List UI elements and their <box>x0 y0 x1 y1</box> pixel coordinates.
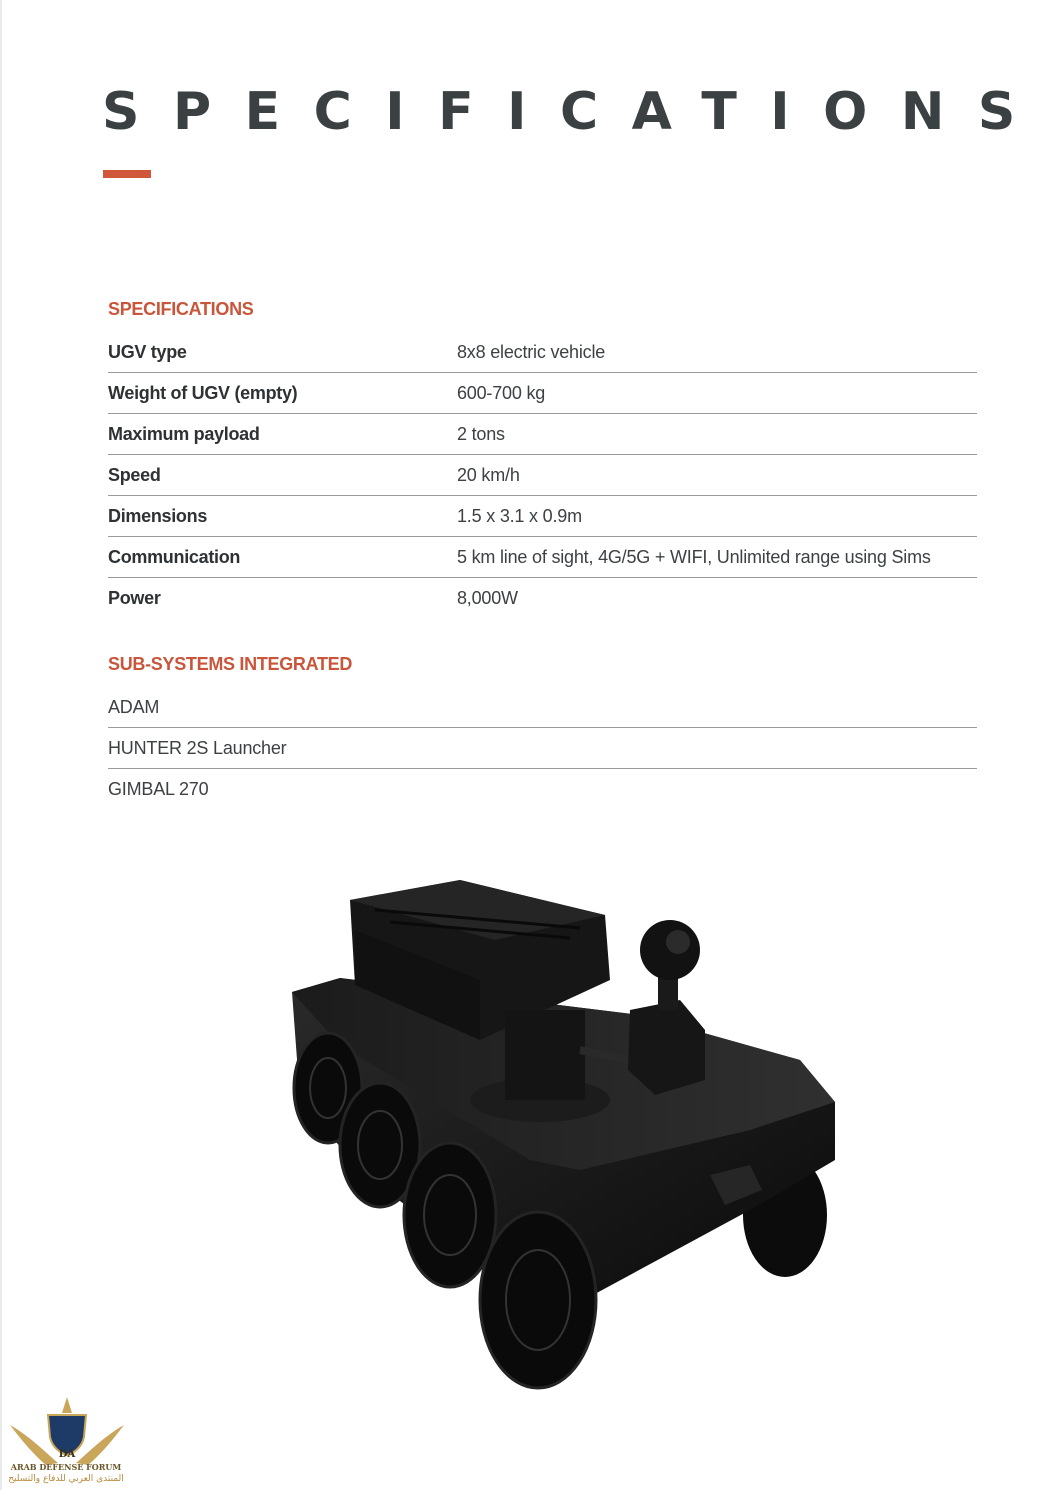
spec-row <box>108 455 977 496</box>
page-title: SPECIFICATIONS <box>102 82 1049 142</box>
subsystems-heading: SUB-SYSTEMS INTEGRATED <box>108 654 353 674</box>
logo-name-ar: المنتدى العربي للدفاع والتسليح <box>8 1474 124 1484</box>
subsystem-name: ADAM <box>108 696 160 717</box>
subsystem-name: GIMBAL 270 <box>108 779 209 799</box>
logo-name-en: ARAB DEFENSE FORUM <box>10 1462 122 1472</box>
subsystem-item <box>108 687 977 728</box>
spec-value: 8x8 electric vehicle <box>457 341 606 362</box>
spec-label: UGV type <box>108 341 187 362</box>
spec-row <box>108 496 977 537</box>
spec-row <box>108 578 977 619</box>
spec-row <box>108 373 977 414</box>
subsystem-item <box>108 769 977 810</box>
spec-label: Weight of UGV (empty) <box>108 382 298 403</box>
spec-value: 600-700 kg <box>457 382 546 403</box>
specifications-heading: SPECIFICATIONS <box>108 299 254 319</box>
spec-label: Power <box>108 588 161 608</box>
subsystem-name: HUNTER 2S Launcher <box>108 737 287 758</box>
spec-row <box>108 537 977 578</box>
spec-row <box>108 414 977 455</box>
spec-label: Speed <box>108 464 161 485</box>
spec-label: Dimensions <box>108 505 208 526</box>
subsystems-list <box>108 687 977 810</box>
spec-value: 20 km/h <box>457 464 520 485</box>
logo-mark: DA <box>58 1449 76 1460</box>
title-accent-bar <box>103 170 151 178</box>
subsystem-item <box>108 728 977 769</box>
spec-value: 1.5 x 3.1 x 0.9m <box>457 505 582 526</box>
specifications-table <box>108 332 977 619</box>
spec-value: 5 km line of sight, 4G/5G + WIFI, Unlimited range using Sims <box>457 546 931 567</box>
spec-value: 2 tons <box>457 423 505 444</box>
spec-value: 8,000W <box>457 588 518 608</box>
spec-label: Communication <box>108 546 241 567</box>
spec-row <box>108 332 977 373</box>
page-edge <box>0 0 2 1490</box>
spec-label: Maximum payload <box>108 423 260 444</box>
ugv-vehicle-image <box>280 870 850 1400</box>
